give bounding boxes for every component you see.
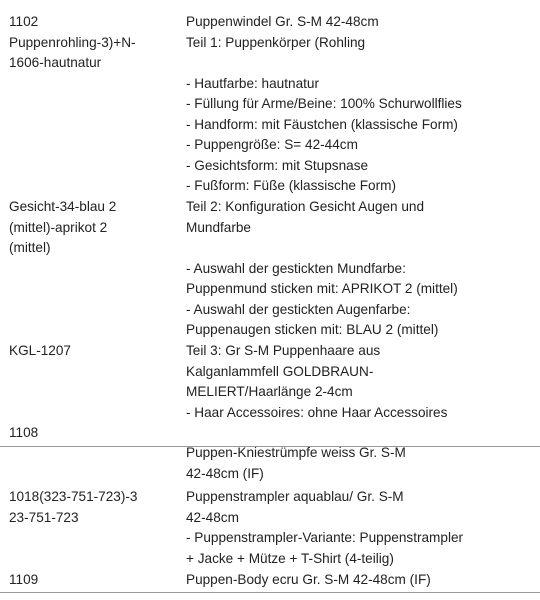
- description-line: Puppenstrampler aquablau/ Gr. S-M: [186, 489, 404, 504]
- article-number-line: 1102: [9, 14, 39, 29]
- description-line: - Puppengröße: S= 42-44cm: [186, 137, 358, 152]
- article-number-cell: [9, 197, 181, 259]
- article-number-cell: [9, 423, 181, 444]
- article-number-line: (mittel): [9, 240, 51, 255]
- description-line: Puppenwindel Gr. S-M 42-48cm: [186, 14, 379, 29]
- description-line: Teil 1: Puppenkörper (Rohling: [186, 34, 366, 50]
- description-line: Mundfarbe: [186, 219, 251, 235]
- description-line: Kalganlammfell GOLDBRAUN-: [186, 363, 374, 379]
- article-number-line: 1606-hautnatur: [9, 55, 102, 70]
- description-cell: [186, 12, 536, 197]
- description-cell: [186, 487, 536, 569]
- description-line: - Handform: mit Fäustchen (klassische Form): [186, 116, 458, 132]
- table-row: [0, 570, 540, 593]
- article-number-line: KGL-1207: [9, 343, 71, 358]
- description-line: 42-48cm: [186, 509, 239, 525]
- description-line: Puppenmund sticken mit: APRIKOT 2 (mittel): [186, 281, 458, 296]
- description-line: - Füllung für Arme/Beine: 100% Schurwollflies: [186, 96, 462, 111]
- article-number-line: 1109: [9, 572, 39, 587]
- article-number-line: 1108: [9, 425, 39, 440]
- description-line: + Jacke + Mütze + T-Shirt (4-teilig): [186, 550, 394, 566]
- article-number-cell: [9, 12, 181, 74]
- description-cell: [186, 443, 536, 484]
- description-cell: [186, 570, 536, 591]
- description-line: Teil 2: Konfiguration Gesicht Augen und: [186, 199, 425, 214]
- article-number-line: (mittel)-aprikot 2: [9, 219, 108, 235]
- description-line: - Hautfarbe: hautnatur: [186, 75, 319, 91]
- description-cell: [186, 341, 536, 423]
- blank-line: [186, 238, 536, 259]
- description-line: - Haar Accessoires: ohne Haar Accessoires: [186, 404, 448, 420]
- description-cell: [186, 197, 536, 341]
- description-line: - Auswahl der gestickten Augenfarbe:: [186, 301, 411, 317]
- description-line: Puppen-Body ecru Gr. S-M 42-48cm (IF): [186, 572, 431, 587]
- article-number-line: 23-751-723: [9, 509, 79, 525]
- article-number-cell: [9, 341, 181, 362]
- description-line: - Fußform: Füße (klassische Form): [186, 178, 396, 193]
- description-line: - Gesichtsform: mit Stupsnase: [186, 157, 369, 173]
- article-number-line: Gesicht-34-blau 2: [9, 199, 117, 214]
- article-number-line: 1018(323-751-723)-3: [9, 489, 138, 504]
- article-number-cell: [9, 487, 181, 528]
- article-number-line: Puppenrohling-3)+N-: [9, 34, 136, 50]
- description-line: - Puppenstrampler-Variante: Puppenstrampler: [186, 530, 464, 545]
- description-line: Puppenaugen sticken mit: BLAU 2 (mittel): [186, 322, 439, 337]
- description-line: - Auswahl der gestickten Mundfarbe:: [186, 260, 406, 276]
- article-number-cell: [9, 570, 181, 591]
- description-line: MELIERT/Haarlänge 2-4cm: [186, 384, 353, 399]
- blank-line: [186, 53, 536, 74]
- description-line: Teil 3: Gr S-M Puppenhaare aus: [186, 343, 381, 358]
- description-line: Puppen-Kniestrümpfe weiss Gr. S-M: [186, 445, 406, 460]
- description-line: 42-48cm (IF): [186, 465, 264, 481]
